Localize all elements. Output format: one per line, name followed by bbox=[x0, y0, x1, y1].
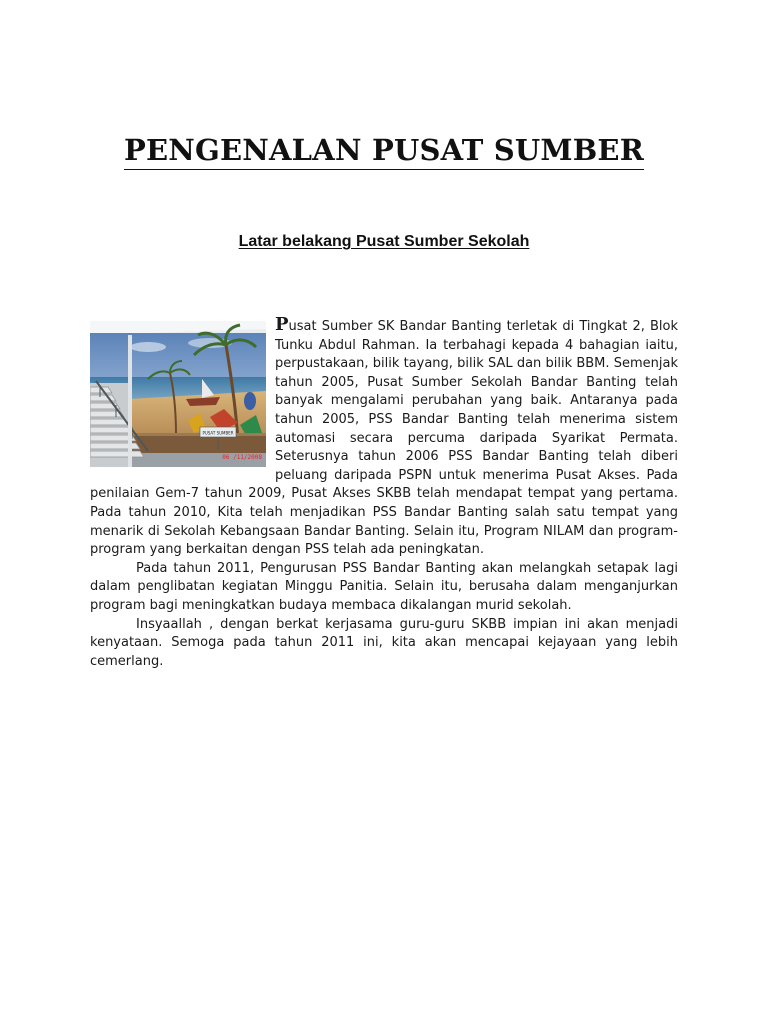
dropcap-letter: P bbox=[275, 314, 289, 335]
paragraph-2: Pada tahun 2011, Pengurusan PSS Bandar Banting akan melangkah setapak lagi dalam penglibatan kegiatan Minggu Panitia. Selain itu, berusaha dalam menganjurkan program bagi meningkatkan budaya membaca dikalangan murid sekolah. bbox=[90, 560, 678, 613]
signboard-text: PUSAT SUMBER bbox=[202, 430, 234, 436]
section-subtitle bbox=[0, 224, 768, 252]
page-title-text: PENGENALAN PUSAT SUMBER bbox=[124, 132, 644, 170]
body-text bbox=[90, 316, 678, 671]
paragraph-1-text: usat Sumber SK Bandar Banting terletak di Tingkat 2, Blok Tunku Abdul Rahman. Ia terbahagi kepada 4 bahagian iaitu, perpustakaan, bilik tayang, bilik SAL dan bilik BBM. Semenjak tahun 2005, Pusat Sumber Sekolah Bandar Banting telah banyak mengalami perubahan yang baik. Antaranya pada tahun 2005, PSS Bandar Banting telah menerima sistem automasi secara percuma daripada Syarikat Permata. Seterusnya tahun 2006 PSS Bandar Banting telah diberi peluang daripada PSPN untuk menerima Pusat Akses. Pada penilaian Gem-7 tahun 2009, Pusat Akses SKBB telah mendapat tempat yang pertama. Pada tahun 2010, Kita telah menjadikan PSS Bandar Banting salah satu tempat yang menarik di Sekolah Kebangsaan Bandar Banting. Selain itu, Program NILAM dan program-program yang berkaitan dengan PSS telah ada peningkatan. bbox=[90, 319, 678, 558]
paragraph-3: Insyaallah , dengan berkat kerjasama guru-guru SKBB impian ini akan menjadi kenyataan. Semoga pada tahun 2011 ini, kita akan mencapai kejayaan yang lebih cemerlang. bbox=[90, 616, 678, 669]
page-title bbox=[0, 130, 768, 170]
library-mural-photo bbox=[90, 321, 266, 467]
section-subtitle-text: Latar belakang Pusat Sumber Sekolah bbox=[238, 233, 530, 250]
photo-timestamp: 06 /11/2008 bbox=[222, 454, 262, 461]
